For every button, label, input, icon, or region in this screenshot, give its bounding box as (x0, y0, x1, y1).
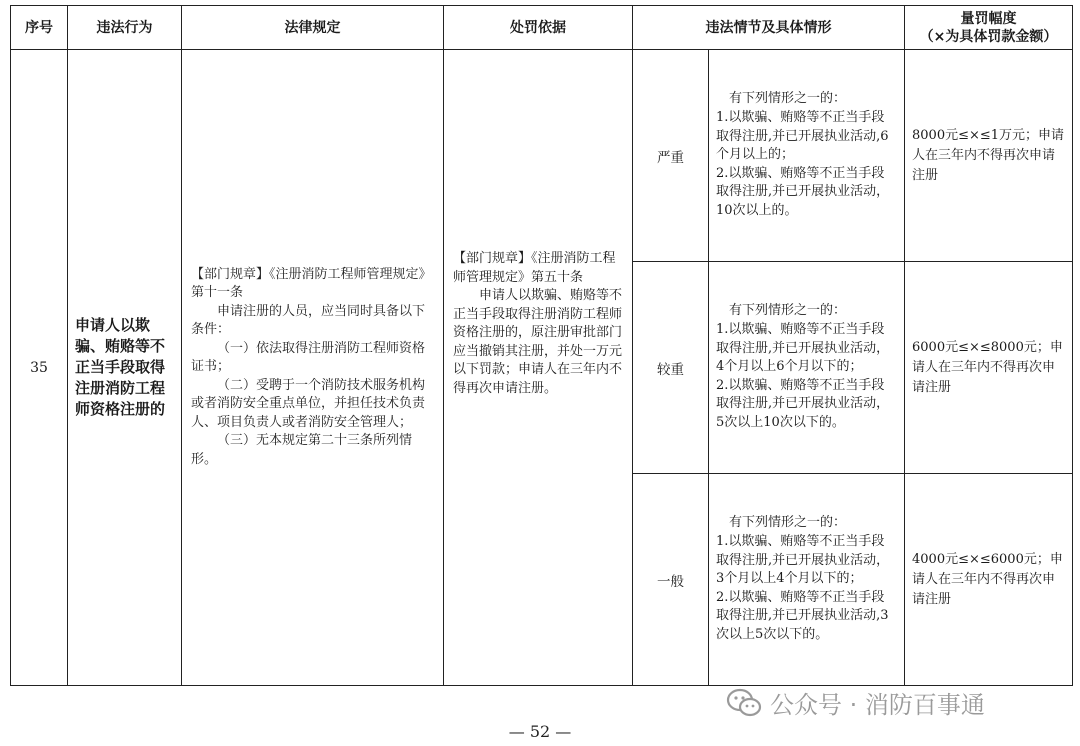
table-row (11, 50, 1073, 262)
header-basis: 处罚依据 (444, 6, 633, 50)
header-amount-line2: （×为具体罚款金额） (919, 28, 1058, 45)
amount-serious: 6000元≤×≤8000元；申请人在三年内不得再次申请注册 (905, 262, 1073, 474)
detail-line: 2.以欺骗、贿赂等不正当手段取得注册,并已开展执业活动，5次以上10次以下的。 (716, 377, 890, 430)
detail-line: 2.以欺骗、贿赂等不正当手段取得注册,并已开展执业活动,3次以上5次以下的。 (716, 589, 889, 642)
law-clause: （二）受聘于一个消防技术服务机构或者消防安全重点单位，并担任技术负责人、项目负责人或者消防安全管理人； (191, 377, 426, 430)
detail-line: 有下列情形之一的： (729, 303, 847, 319)
watermark (726, 685, 985, 720)
header-law: 法律规定 (182, 6, 444, 50)
level-severe: 严重 (633, 50, 709, 262)
header-row (11, 6, 1073, 50)
header-num: 序号 (11, 6, 68, 50)
law-clause: 申请注册的人员，应当同时具备以下条件： (191, 303, 426, 338)
detail-serious (709, 262, 905, 474)
detail-line: 2.以欺骗、贿赂等不正当手段取得注册,并已开展执业活动，10次以上的。 (716, 165, 890, 218)
basis-clause: 申请人以欺骗、贿赂等不正当手段取得注册消防工程师资格注册的，原注册审批部门应当撤销其注册，并处一万元以下罚款；申请人在三年内不得再次申请注册。 (453, 288, 623, 396)
penalty-table (10, 5, 1073, 686)
header-situation: 违法情节及具体情形 (633, 6, 905, 50)
basis-title: 【部门规章】《注册消防工程师管理规定》第五十条 (453, 251, 616, 285)
amount-severe: 8000元≤×≤1万元；申请人在三年内不得再次申请注册 (905, 50, 1073, 262)
detail-line: 有下列情形之一的： (729, 515, 847, 531)
level-general: 一般 (633, 474, 709, 686)
penalty-basis (444, 50, 633, 686)
detail-line: 有下列情形之一的： (729, 91, 847, 107)
law-clause: （三）无本规定第二十三条所列情形。 (191, 433, 413, 467)
law-clause: （一）依法取得注册消防工程师资格证书； (191, 340, 426, 375)
level-serious: 较重 (633, 262, 709, 474)
detail-line: 1.以欺骗、贿赂等不正当手段取得注册,并已开展执业活动，4个月以上6个月以下的； (716, 322, 890, 375)
detail-general (709, 474, 905, 686)
amount-general: 4000元≤×≤6000元；申请人在三年内不得再次申请注册 (905, 474, 1073, 686)
violation-act: 申请人以欺骗、贿赂等不正当手段取得注册消防工程师资格注册的 (68, 50, 182, 686)
header-act: 违法行为 (68, 6, 182, 50)
detail-line: 1.以欺骗、贿赂等不正当手段取得注册,并已开展执业活动，3个月以上4个月以下的； (716, 534, 890, 587)
detail-severe (709, 50, 905, 262)
law-provision (182, 50, 444, 686)
law-title: 【部门规章】《注册消防工程师管理规定》第十一条 (191, 266, 432, 301)
header-amount (905, 6, 1073, 50)
detail-line: 1.以欺骗、贿赂等不正当手段取得注册,并已开展执业活动,6个月以上的； (716, 110, 889, 163)
header-amount-line1: 量罚幅度 (960, 10, 1017, 27)
page-number: — 52 — (508, 722, 572, 741)
wechat-icon (726, 688, 762, 718)
watermark-text: 公众号 · 消防百事通 (770, 691, 985, 719)
row-number: 35 (11, 50, 68, 686)
